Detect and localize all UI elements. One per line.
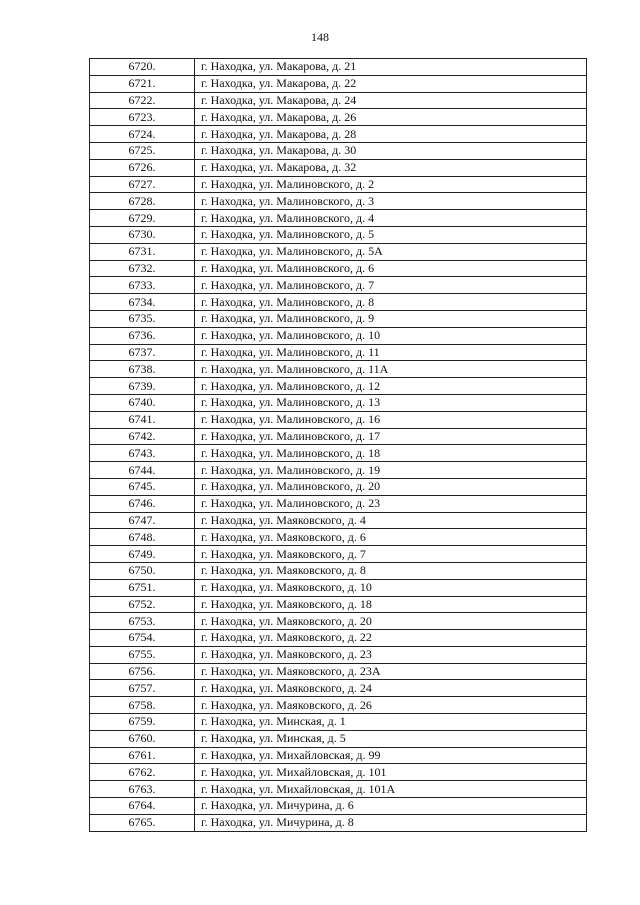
table-row [90, 646, 587, 663]
table-row [90, 260, 587, 277]
address-cell: г. Находка, ул. Малиновского, д. 5А [195, 243, 587, 260]
table-row [90, 378, 587, 395]
row-number-cell: 6731. [90, 243, 195, 260]
row-number-cell: 6744. [90, 462, 195, 479]
address-cell: г. Находка, ул. Малиновского, д. 17 [195, 428, 587, 445]
row-number-cell: 6760. [90, 730, 195, 747]
row-number-cell: 6757. [90, 680, 195, 697]
row-number-cell: 6741. [90, 411, 195, 428]
table-row [90, 562, 587, 579]
address-cell: г. Находка, ул. Михайловская, д. 101А [195, 781, 587, 798]
table-row [90, 579, 587, 596]
row-number-cell: 6764. [90, 798, 195, 815]
address-cell: г. Находка, ул. Маяковского, д. 8 [195, 562, 587, 579]
row-number-cell: 6750. [90, 562, 195, 579]
address-cell: г. Находка, ул. Малиновского, д. 20 [195, 478, 587, 495]
address-cell: г. Находка, ул. Мичурина, д. 6 [195, 798, 587, 815]
row-number-cell: 6740. [90, 394, 195, 411]
address-cell: г. Находка, ул. Малиновского, д. 9 [195, 310, 587, 327]
row-number-cell: 6755. [90, 646, 195, 663]
table-row [90, 663, 587, 680]
address-cell: г. Находка, ул. Минская, д. 5 [195, 730, 587, 747]
address-cell: г. Находка, ул. Макарова, д. 21 [195, 59, 587, 76]
address-cell: г. Находка, ул. Минская, д. 1 [195, 714, 587, 731]
row-number-cell: 6743. [90, 445, 195, 462]
row-number-cell: 6732. [90, 260, 195, 277]
table-row [90, 529, 587, 546]
table-row [90, 428, 587, 445]
table-row [90, 462, 587, 479]
address-cell: г. Находка, ул. Малиновского, д. 19 [195, 462, 587, 479]
address-cell: г. Находка, ул. Макарова, д. 22 [195, 75, 587, 92]
row-number-cell: 6749. [90, 546, 195, 563]
table-row [90, 193, 587, 210]
address-cell: г. Находка, ул. Малиновского, д. 11 [195, 344, 587, 361]
row-number-cell: 6730. [90, 226, 195, 243]
row-number-cell: 6735. [90, 310, 195, 327]
table-row [90, 277, 587, 294]
row-number-cell: 6756. [90, 663, 195, 680]
row-number-cell: 6729. [90, 210, 195, 227]
address-cell: г. Находка, ул. Малиновского, д. 8 [195, 294, 587, 311]
address-cell: г. Находка, ул. Маяковского, д. 20 [195, 613, 587, 630]
row-number-cell: 6753. [90, 613, 195, 630]
row-number-cell: 6762. [90, 764, 195, 781]
table-row [90, 730, 587, 747]
table-row [90, 697, 587, 714]
row-number-cell: 6721. [90, 75, 195, 92]
address-cell: г. Находка, ул. Малиновского, д. 2 [195, 176, 587, 193]
address-cell: г. Находка, ул. Малиновского, д. 7 [195, 277, 587, 294]
row-number-cell: 6754. [90, 630, 195, 647]
row-number-cell: 6723. [90, 109, 195, 126]
row-number-cell: 6738. [90, 361, 195, 378]
row-number-cell: 6752. [90, 596, 195, 613]
row-number-cell: 6733. [90, 277, 195, 294]
address-cell: г. Находка, ул. Макарова, д. 32 [195, 159, 587, 176]
row-number-cell: 6758. [90, 697, 195, 714]
table-row [90, 411, 587, 428]
address-cell: г. Находка, ул. Малиновского, д. 12 [195, 378, 587, 395]
table-row [90, 243, 587, 260]
table-row [90, 226, 587, 243]
table-row [90, 546, 587, 563]
table-row [90, 109, 587, 126]
table-row [90, 294, 587, 311]
address-cell: г. Находка, ул. Мичурина, д. 8 [195, 814, 587, 831]
row-number-cell: 6736. [90, 327, 195, 344]
row-number-cell: 6728. [90, 193, 195, 210]
page-number: 148 [311, 30, 329, 44]
row-number-cell: 6742. [90, 428, 195, 445]
address-cell: г. Находка, ул. Малиновского, д. 6 [195, 260, 587, 277]
table-row [90, 798, 587, 815]
address-cell: г. Находка, ул. Маяковского, д. 4 [195, 512, 587, 529]
table-row [90, 445, 587, 462]
address-cell: г. Находка, ул. Малиновского, д. 5 [195, 226, 587, 243]
table-row [90, 310, 587, 327]
row-number-cell: 6745. [90, 478, 195, 495]
row-number-cell: 6739. [90, 378, 195, 395]
table-row [90, 327, 587, 344]
address-cell: г. Находка, ул. Макарова, д. 26 [195, 109, 587, 126]
address-cell: г. Находка, ул. Малиновского, д. 4 [195, 210, 587, 227]
row-number-cell: 6746. [90, 495, 195, 512]
table-row [90, 512, 587, 529]
table-row [90, 92, 587, 109]
row-number-cell: 6720. [90, 59, 195, 76]
table-row [90, 75, 587, 92]
table-row [90, 210, 587, 227]
row-number-cell: 6761. [90, 747, 195, 764]
address-cell: г. Находка, ул. Малиновского, д. 3 [195, 193, 587, 210]
address-cell: г. Находка, ул. Маяковского, д. 23 [195, 646, 587, 663]
address-cell: г. Находка, ул. Маяковского, д. 7 [195, 546, 587, 563]
row-number-cell: 6725. [90, 142, 195, 159]
address-cell: г. Находка, ул. Макарова, д. 24 [195, 92, 587, 109]
table-row [90, 680, 587, 697]
address-cell: г. Находка, ул. Малиновского, д. 16 [195, 411, 587, 428]
row-number-cell: 6763. [90, 781, 195, 798]
address-cell: г. Находка, ул. Малиновского, д. 13 [195, 394, 587, 411]
address-cell: г. Находка, ул. Малиновского, д. 23 [195, 495, 587, 512]
row-number-cell: 6724. [90, 126, 195, 143]
table-row [90, 714, 587, 731]
address-cell: г. Находка, ул. Маяковского, д. 23А [195, 663, 587, 680]
row-number-cell: 6747. [90, 512, 195, 529]
row-number-cell: 6722. [90, 92, 195, 109]
address-table-body [90, 59, 587, 832]
table-row [90, 344, 587, 361]
table-row [90, 176, 587, 193]
table-row [90, 126, 587, 143]
address-cell: г. Находка, ул. Маяковского, д. 26 [195, 697, 587, 714]
table-row [90, 781, 587, 798]
table-row [90, 394, 587, 411]
row-number-cell: 6734. [90, 294, 195, 311]
table-row [90, 764, 587, 781]
address-cell: г. Находка, ул. Малиновского, д. 18 [195, 445, 587, 462]
table-row [90, 478, 587, 495]
row-number-cell: 6737. [90, 344, 195, 361]
table-row [90, 613, 587, 630]
table-row [90, 361, 587, 378]
address-cell: г. Находка, ул. Макарова, д. 28 [195, 126, 587, 143]
table-row [90, 59, 587, 76]
table-row [90, 159, 587, 176]
row-number-cell: 6726. [90, 159, 195, 176]
table-row [90, 495, 587, 512]
table-row [90, 814, 587, 831]
address-cell: г. Находка, ул. Михайловская, д. 99 [195, 747, 587, 764]
table-row [90, 630, 587, 647]
address-cell: г. Находка, ул. Маяковского, д. 22 [195, 630, 587, 647]
address-cell: г. Находка, ул. Михайловская, д. 101 [195, 764, 587, 781]
table-row [90, 142, 587, 159]
address-cell: г. Находка, ул. Макарова, д. 30 [195, 142, 587, 159]
table-row [90, 596, 587, 613]
table-row [90, 747, 587, 764]
address-cell: г. Находка, ул. Маяковского, д. 10 [195, 579, 587, 596]
address-table [89, 58, 587, 832]
address-cell: г. Находка, ул. Малиновского, д. 10 [195, 327, 587, 344]
address-cell: г. Находка, ул. Маяковского, д. 18 [195, 596, 587, 613]
address-cell: г. Находка, ул. Маяковского, д. 6 [195, 529, 587, 546]
row-number-cell: 6765. [90, 814, 195, 831]
row-number-cell: 6727. [90, 176, 195, 193]
row-number-cell: 6759. [90, 714, 195, 731]
row-number-cell: 6748. [90, 529, 195, 546]
address-cell: г. Находка, ул. Малиновского, д. 11А [195, 361, 587, 378]
row-number-cell: 6751. [90, 579, 195, 596]
address-cell: г. Находка, ул. Маяковского, д. 24 [195, 680, 587, 697]
